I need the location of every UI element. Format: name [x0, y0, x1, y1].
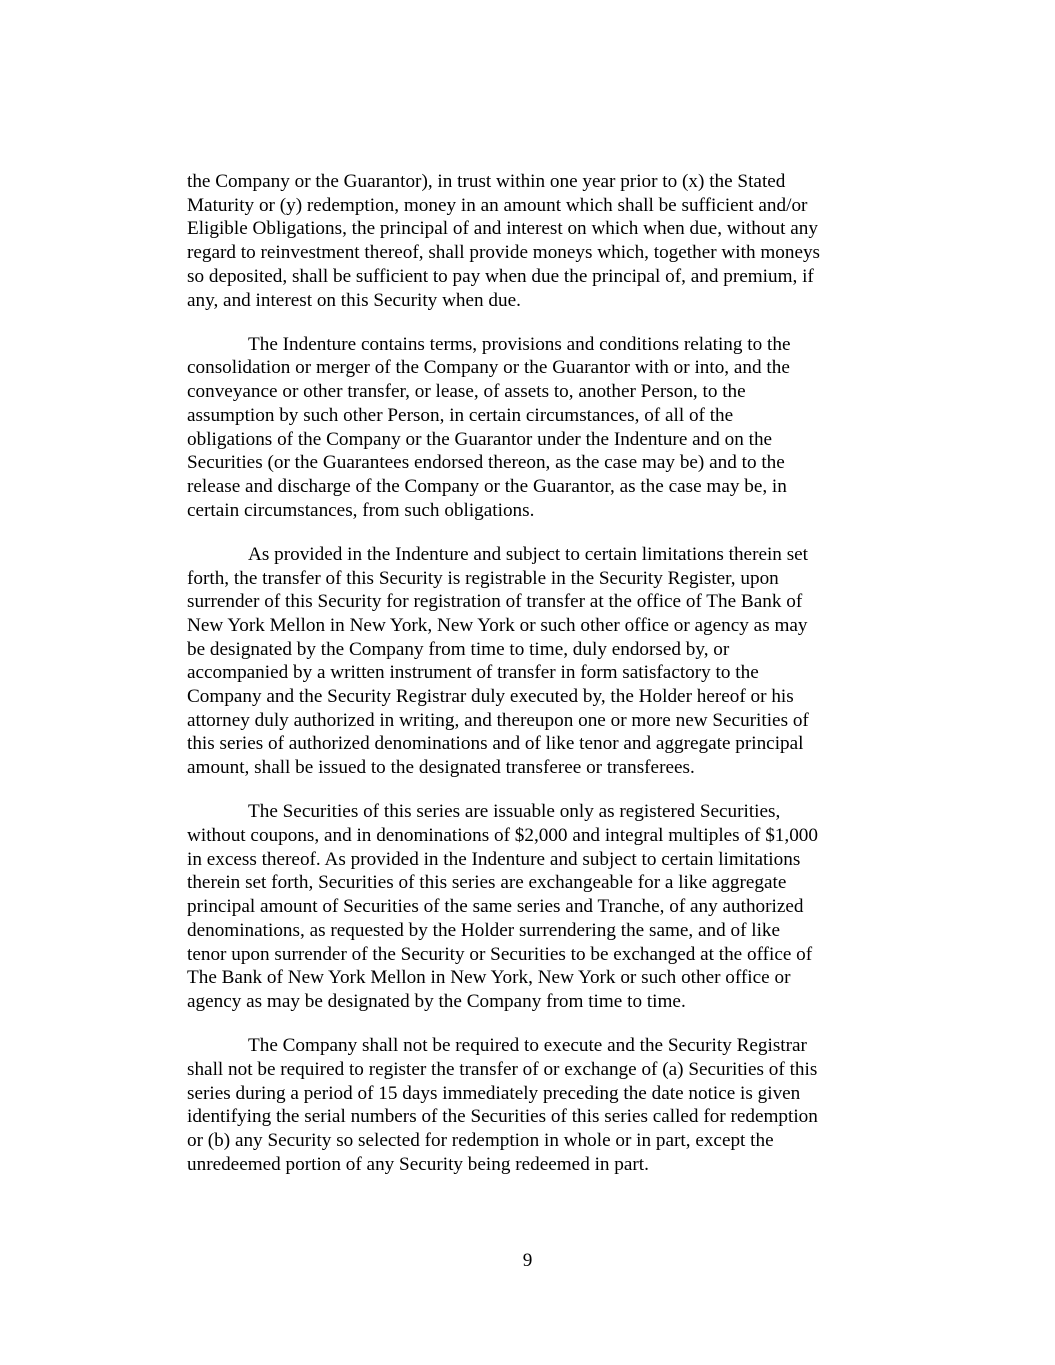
line-text: principal amount of Securities of the same series and Tranche, of any authorized [187, 896, 804, 918]
text-line [187, 871, 871, 895]
text-line [187, 356, 871, 380]
text-line [187, 824, 871, 848]
text-line [187, 1129, 871, 1153]
text-line [187, 895, 871, 919]
line-text: attorney duly authorized in writing, and thereupon one or more new Securities of [187, 709, 809, 731]
text-line [187, 1034, 871, 1058]
text-line [187, 709, 871, 733]
line-text: or (b) any Security so selected for redemption in whole or in part, except the [187, 1130, 774, 1152]
text-line [187, 1082, 871, 1106]
page-number: 9 [522, 1250, 533, 1271]
text-line [187, 1105, 871, 1129]
line-text: so deposited, shall be sufficient to pay when due the principal of, and premium, if [187, 265, 814, 287]
text-line [187, 194, 871, 218]
text-line [187, 848, 871, 872]
line-text: identifying the serial numbers of the Securities of this series called for redemption [187, 1106, 818, 1128]
line-text: forth, the transfer of this Security is registrable in the Security Register, upon [187, 567, 779, 589]
line-text: series during a period of 15 days immediately preceding the date notice is given [187, 1082, 801, 1104]
text-line [187, 919, 871, 943]
line-text: denominations, as requested by the Holder surrendering the same, and of like [187, 919, 781, 941]
text-line [187, 756, 871, 780]
line-text: conveyance or other transfer, or lease, of assets to, another Person, to the [187, 381, 746, 403]
line-text: consolidation or merger of the Company or the Guarantor with or into, and the [187, 357, 790, 379]
text-line [187, 217, 871, 241]
text-line [187, 499, 871, 523]
text-line [187, 1153, 871, 1177]
line-text: certain circumstances, from such obligations. [187, 499, 535, 521]
line-text: without coupons, and in denominations of $2,000 and integral multiples of $1,000 [187, 825, 818, 847]
text-line [187, 428, 871, 452]
text-line [187, 590, 871, 614]
line-text: As provided in the Indenture and subject to certain limitations therein set [248, 543, 809, 565]
line-text: The Securities of this series are issuable only as registered Securities, [248, 801, 781, 823]
text-line [187, 800, 871, 824]
line-text: Securities (or the Guarantees endorsed thereon, as the case may be) and to the [187, 452, 785, 474]
line-text: accompanied by a written instrument of transfer in form satisfactory to the [187, 662, 759, 684]
line-text: therein set forth, Securities of this series are exchangeable for a like aggregate [187, 872, 787, 894]
paragraph [187, 170, 871, 312]
text-line [187, 638, 871, 662]
text-line [187, 614, 871, 638]
text-line [187, 380, 871, 404]
body-text [187, 170, 871, 1197]
text-line [187, 732, 871, 756]
text-line [187, 265, 871, 289]
text-line [187, 333, 871, 357]
text-line [187, 170, 871, 194]
paragraph [187, 800, 871, 1013]
line-text: this series of authorized denominations and of like tenor and aggregate principal [187, 733, 804, 755]
line-text: agency as may be designated by the Company from time to time. [187, 991, 686, 1012]
paragraph [187, 543, 871, 780]
paragraph [187, 1034, 871, 1176]
text-line [187, 404, 871, 428]
line-text: The Indenture contains terms, provisions and conditions relating to the [248, 333, 791, 355]
line-text: assumption by such other Person, in certain circumstances, of all of the [187, 404, 734, 426]
line-text: The Bank of New York Mellon in New York, New York or such other office or [187, 967, 791, 989]
text-line [187, 451, 871, 475]
paragraph [187, 333, 871, 523]
line-text: unredeemed portion of any Security being redeemed in part. [187, 1153, 649, 1175]
line-text: the Company or the Guarantor), in trust within one year prior to (x) the Stated [187, 171, 786, 192]
text-line [187, 241, 871, 265]
text-line [187, 567, 871, 591]
line-text: release and discharge of the Company or the Guarantor, as the case may be, in [187, 475, 787, 497]
text-line [187, 943, 871, 967]
line-text: tenor upon surrender of the Security or Securities to be exchanged at the office of [187, 943, 813, 965]
line-text: in excess thereof. As provided in the Indenture and subject to certain limitations [187, 848, 801, 870]
text-line [187, 543, 871, 567]
line-text: shall not be required to register the transfer of or exchange of (a) Securities of this [187, 1058, 818, 1080]
text-line [187, 661, 871, 685]
line-text: regard to reinvestment thereof, shall provide moneys which, together with moneys [187, 242, 821, 264]
line-text: Eligible Obligations, the principal of and interest on which when due, without any [187, 218, 818, 240]
line-text: be designated by the Company from time to time, duly endorsed by, or [187, 638, 730, 660]
text-line [187, 289, 871, 313]
line-text: Maturity or (y) redemption, money in an amount which shall be sufficient and/or [187, 194, 808, 216]
line-text: obligations of the Company or the Guarantor under the Indenture and on the [187, 428, 773, 450]
line-text: surrender of this Security for registration of transfer at the office of The Bank of [187, 591, 803, 613]
line-text: Company and the Security Registrar duly executed by, the Holder hereof or his [187, 686, 794, 708]
line-text: New York Mellon in New York, New York or such other office or agency as may [187, 614, 808, 636]
line-text: any, and interest on this Security when due. [187, 289, 521, 311]
text-line [187, 990, 871, 1014]
text-line [187, 475, 871, 499]
text-line [187, 966, 871, 990]
line-text: The Company shall not be required to execute and the Security Registrar [248, 1035, 807, 1057]
text-line [187, 1058, 871, 1082]
line-text: amount, shall be issued to the designated transferee or transferees. [187, 757, 695, 779]
text-line [187, 685, 871, 709]
